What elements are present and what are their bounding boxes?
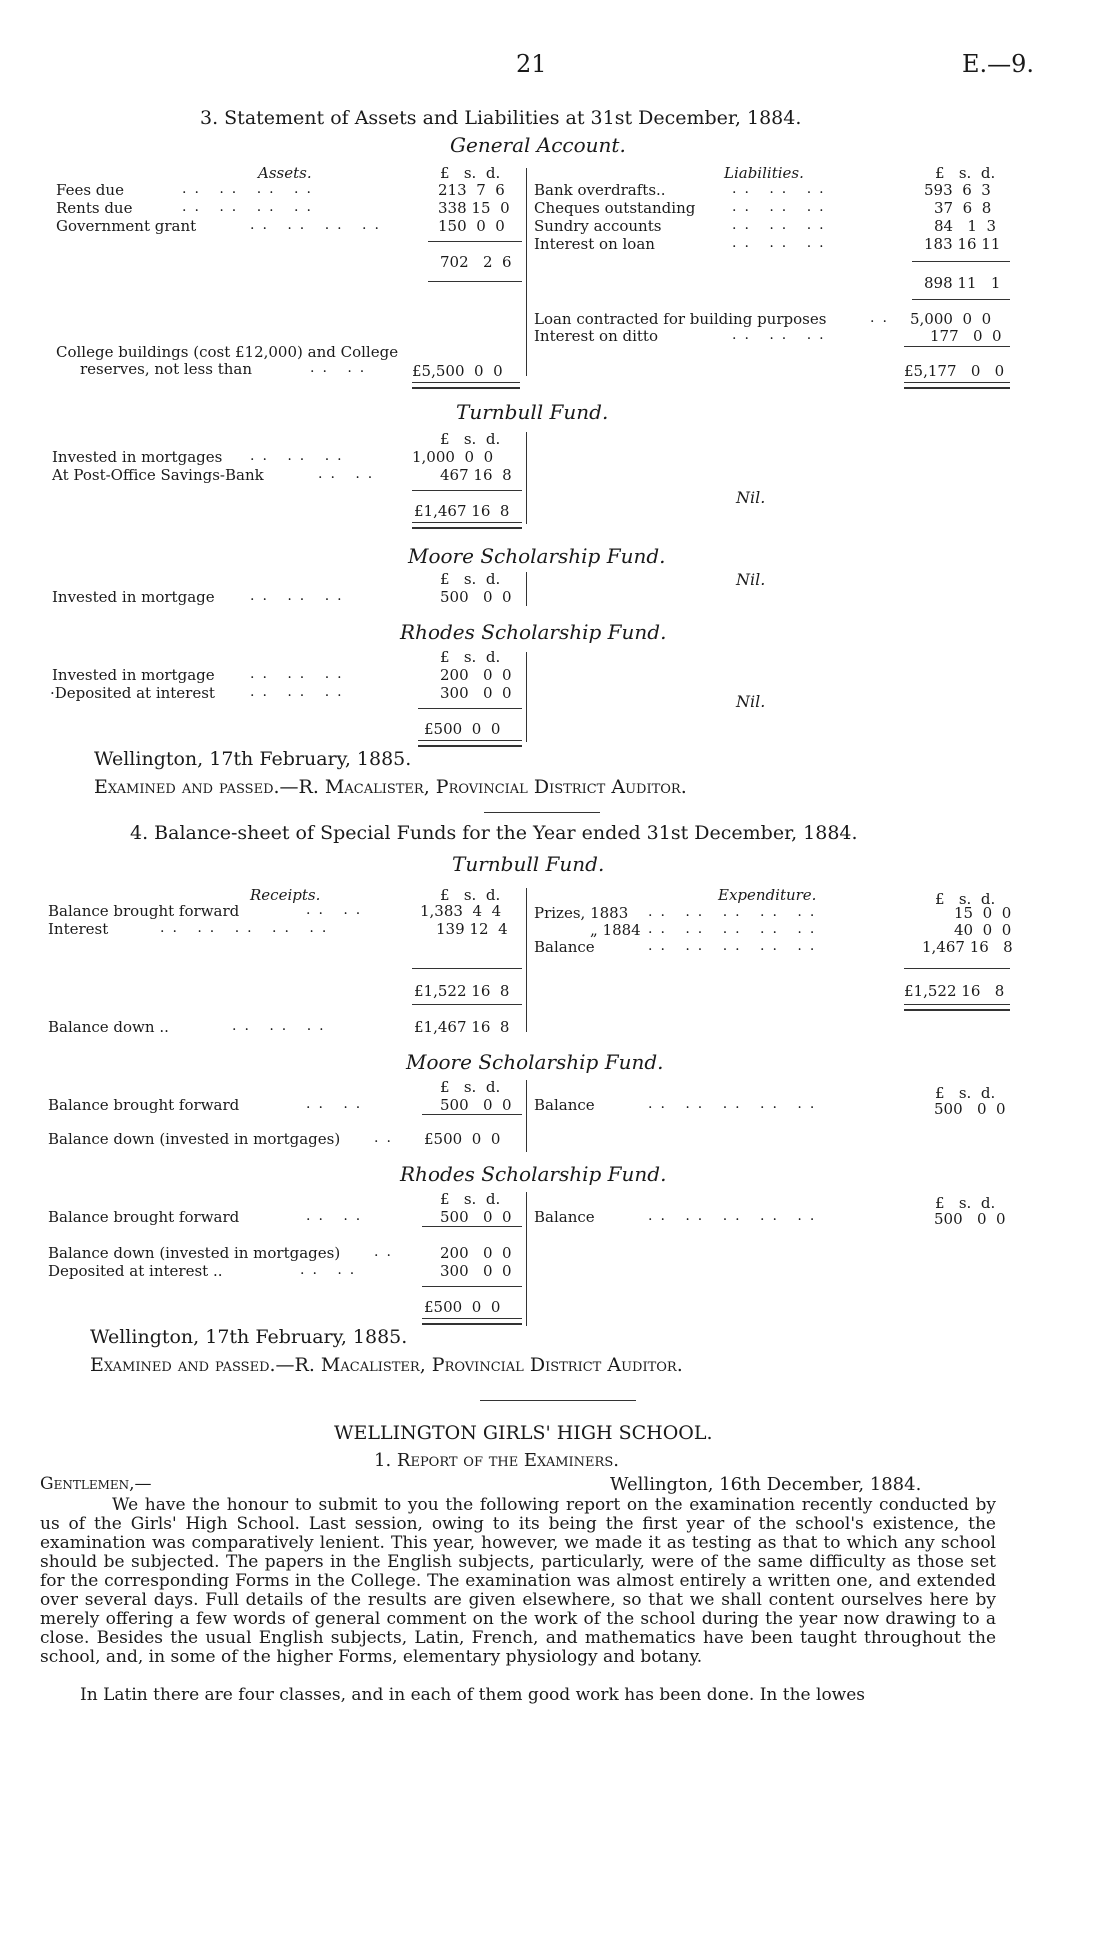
expenditure-row-value: 40 0 0 xyxy=(954,921,1012,939)
balance-down-label: Balance down .. xyxy=(48,1018,169,1036)
leader-dots: .. .. xyxy=(318,466,381,482)
moore-row-label: Invested in mortgage xyxy=(52,588,215,606)
lsd-header: £ s. d. xyxy=(440,430,501,448)
lsd-header: £ s. d. xyxy=(440,1078,501,1096)
lsd-header: £ s. d. xyxy=(440,570,501,588)
receipt-row-value: 1,383 4 4 xyxy=(420,902,502,920)
leader-dots: .. .. .. .. .. xyxy=(160,920,335,936)
leader-dots: .. xyxy=(374,1244,399,1260)
s4-rhodes-heading: Rhodes Scholarship Fund. xyxy=(400,1162,667,1186)
rhodes-s4-total: £500 0 0 xyxy=(424,1298,501,1316)
leader-dots: .. .. .. .. xyxy=(250,217,387,233)
general-account-heading: General Account. xyxy=(450,133,626,157)
expenditure-total: £1,522 16 8 xyxy=(904,982,1005,1000)
rhodes-total: £500 0 0 xyxy=(424,720,501,738)
lsd-header: £ s. d. xyxy=(935,1194,996,1212)
document-reference: E.—9. xyxy=(962,50,1035,78)
expenditure-row-value: 15 0 0 xyxy=(954,904,1012,922)
liability-row-label: Bank overdrafts.. xyxy=(534,181,666,199)
lsd-header: £ s. d. xyxy=(935,1084,996,1102)
rhodes-expenditure-label: Balance xyxy=(534,1208,595,1226)
turnbull-row-value: 467 16 8 xyxy=(440,466,512,484)
rhodes-nil: Nil. xyxy=(736,692,766,711)
lsd-header: £ s. d. xyxy=(440,886,501,904)
leader-dots: .. .. xyxy=(306,1208,369,1224)
turnbull-row-label: At Post-Office Savings-Bank xyxy=(52,466,264,484)
leader-dots: .. .. .. .. xyxy=(182,181,319,197)
leader-dots: .. .. .. .. .. xyxy=(648,921,823,937)
liabilities-heading: Liabilities. xyxy=(724,164,804,182)
loan-label: Loan contracted for building purposes xyxy=(534,310,827,328)
leader-dots: .. .. .. xyxy=(250,448,350,464)
rhodes-down-label: Balance down (invested in mortgages) xyxy=(48,1244,341,1262)
report-paragraph-2: In Latin there are four classes, and in each of them good work has been done. In the lowes xyxy=(80,1685,866,1705)
asset-row-value: 150 0 0 xyxy=(438,217,505,235)
report-subtitle: 1. Report of the Examiners. xyxy=(374,1450,619,1471)
moore-receipt-value: 500 0 0 xyxy=(440,1096,512,1114)
school-title: WELLINGTON GIRLS' HIGH SCHOOL. xyxy=(334,1422,713,1444)
leader-dots: .. .. xyxy=(300,1262,363,1278)
section-3-title: 3. Statement of Assets and Liabilities at 31st December, 1884. xyxy=(200,107,802,129)
moore-row-value: 500 0 0 xyxy=(440,588,512,606)
examined-line: Examined and passed.—R. Macalister, Provincial District Auditor. xyxy=(94,776,687,798)
leader-dots: .. .. .. xyxy=(732,327,832,343)
receipt-row-value: 139 12 4 xyxy=(436,920,508,938)
receipts-total: £1,522 16 8 xyxy=(414,982,510,1000)
moore-fund-heading: Moore Scholarship Fund. xyxy=(408,544,666,568)
s4-moore-heading: Moore Scholarship Fund. xyxy=(406,1050,664,1074)
lsd-header: £ s. d. xyxy=(440,648,501,666)
leader-dots: .. .. .. xyxy=(250,684,350,700)
liability-row-value: 593 6 3 xyxy=(924,181,991,199)
leader-dots: .. .. .. xyxy=(732,217,832,233)
moore-balance-down-label: Balance down (invested in mortgages) xyxy=(48,1130,341,1148)
leader-dots: .. .. .. xyxy=(732,199,832,215)
college-reserves-label: reserves, not less than xyxy=(80,360,252,378)
liability-row-label: Interest on loan xyxy=(534,235,655,253)
rhodes-down-label: Deposited at interest .. xyxy=(48,1262,223,1280)
lsd-header: £ s. d. xyxy=(440,1190,501,1208)
report-paragraph-1: We have the honour to submit to you the following report on the examination recently conducted by us of the Girls' High School. Last session, owing to its being the first year of the school's existence, the examination was comparatively lenient. This year, however, we made it as testing as that to which any school should be subjected. The papers in the English subjects, particularly, were of the same difficulty as those set for the corresponding Forms in the College. The examination was almost entirely a written one, and extended over several days. Full details of the results are given elsewhere, so that we shall content ourselves here by merely offering a few words of general comment on the work of the school during the year now drawing to a close. Besides the usual English subjects, Latin, French, and mathematics have been taught throughout the school, and, in some of the higher Forms, elementary physiology and botany. xyxy=(40,1495,996,1667)
loan-total: £5,177 0 0 xyxy=(904,362,1005,380)
turnbull-nil: Nil. xyxy=(736,488,766,507)
leader-dots: .. .. .. .. .. xyxy=(648,938,823,954)
asset-row-label: Fees due xyxy=(56,181,124,199)
receipts-heading: Receipts. xyxy=(250,886,321,904)
leader-dots: .. .. .. .. .. xyxy=(648,1096,823,1112)
rhodes-row-value: 200 0 0 xyxy=(440,666,512,684)
moore-expenditure-label: Balance xyxy=(534,1096,595,1114)
leader-dots: .. .. .. xyxy=(250,666,350,682)
lsd-header-liabilities: £ s. d. xyxy=(935,164,996,182)
leader-dots: .. xyxy=(374,1130,399,1146)
receipt-row-label: Balance brought forward xyxy=(48,902,240,920)
leader-dots: .. .. .. .. xyxy=(182,199,319,215)
rhodes-fund-heading: Rhodes Scholarship Fund. xyxy=(400,620,667,644)
asset-row-value: 213 7 6 xyxy=(438,181,505,199)
report-date: Wellington, 16th December, 1884. xyxy=(610,1474,922,1495)
turnbull-row-value: 1,000 0 0 xyxy=(412,448,494,466)
liability-row-label: Cheques outstanding xyxy=(534,199,696,217)
leader-dots: .. .. .. xyxy=(732,235,832,251)
liability-row-value: 183 16 11 xyxy=(924,235,1001,253)
rhodes-row-label: Invested in mortgage xyxy=(52,666,215,684)
leader-dots: .. .. .. xyxy=(732,181,832,197)
balance-down-value: £1,467 16 8 xyxy=(414,1018,510,1036)
liabilities-total: 898 11 1 xyxy=(924,274,1001,292)
section-4-title: 4. Balance-sheet of Special Funds for the Year ended 31st December, 1884. xyxy=(130,822,858,844)
moore-expenditure-value: 500 0 0 xyxy=(934,1100,1006,1118)
interest-ditto-label: Interest on ditto xyxy=(534,327,658,345)
loan-value: 5,000 0 0 xyxy=(910,310,992,328)
expenditure-row-label: Prizes, 1883 xyxy=(534,904,629,922)
moore-balance-down-value: £500 0 0 xyxy=(424,1130,501,1148)
liability-row-label: Sundry accounts xyxy=(534,217,662,235)
assets-total: 702 2 6 xyxy=(440,253,512,271)
leader-dots: .. .. .. xyxy=(232,1018,332,1034)
expenditure-row-label: Balance xyxy=(534,938,595,956)
assets-heading: Assets. xyxy=(258,164,312,182)
leader-dots: .. .. .. .. .. xyxy=(648,904,823,920)
place-date: Wellington, 17th February, 1885. xyxy=(90,1326,408,1348)
leader-dots: .. .. .. xyxy=(250,588,350,604)
leader-dots: .. .. .. .. .. xyxy=(648,1208,823,1224)
moore-nil: Nil. xyxy=(736,570,766,589)
expenditure-heading: Expenditure. xyxy=(718,886,817,904)
rhodes-receipt-label: Balance brought forward xyxy=(48,1208,240,1226)
leader-dots: .. .. xyxy=(306,1096,369,1112)
rhodes-down-value: 200 0 0 xyxy=(440,1244,512,1262)
s4-turnbull-heading: Turnbull Fund. xyxy=(452,852,605,876)
moore-receipt-label: Balance brought forward xyxy=(48,1096,240,1114)
rhodes-down-value: 300 0 0 xyxy=(440,1262,512,1280)
asset-row-label: Government grant xyxy=(56,217,197,235)
receipt-row-label: Interest xyxy=(48,920,109,938)
lsd-header: £ s. d. xyxy=(935,890,996,908)
asset-row-value: 338 15 0 xyxy=(438,199,510,217)
turnbull-row-label: Invested in mortgages xyxy=(52,448,223,466)
liability-row-value: 84 1 3 xyxy=(934,217,997,235)
leader-dots: .. .. xyxy=(306,902,369,918)
page-number: 21 xyxy=(516,50,547,78)
college-value: £5,500 0 0 xyxy=(412,362,503,380)
leader-dots: .. .. xyxy=(310,360,373,376)
college-buildings-label: College buildings (cost £12,000) and College xyxy=(56,343,399,361)
rhodes-row-label: ·Deposited at interest xyxy=(50,684,215,702)
asset-row-label: Rents due xyxy=(56,199,133,217)
turnbull-fund-heading: Turnbull Fund. xyxy=(456,400,609,424)
interest-ditto-value: 177 0 0 xyxy=(930,327,1002,345)
salutation: Gentlemen,— xyxy=(40,1474,152,1494)
turnbull-total: £1,467 16 8 xyxy=(414,502,510,520)
liability-row-value: 37 6 8 xyxy=(934,199,992,217)
expenditure-row-label: „ 1884 xyxy=(590,921,641,939)
lsd-header-assets: £ s. d. xyxy=(440,164,501,182)
leader-dots: .. xyxy=(870,310,895,326)
rhodes-row-value: 300 0 0 xyxy=(440,684,512,702)
place-date: Wellington, 17th February, 1885. xyxy=(94,748,412,770)
rhodes-receipt-value: 500 0 0 xyxy=(440,1208,512,1226)
examined-line: Examined and passed.—R. Macalister, Provincial District Auditor. xyxy=(90,1354,683,1376)
rhodes-expenditure-value: 500 0 0 xyxy=(934,1210,1006,1228)
expenditure-row-value: 1,467 16 8 xyxy=(922,938,1013,956)
